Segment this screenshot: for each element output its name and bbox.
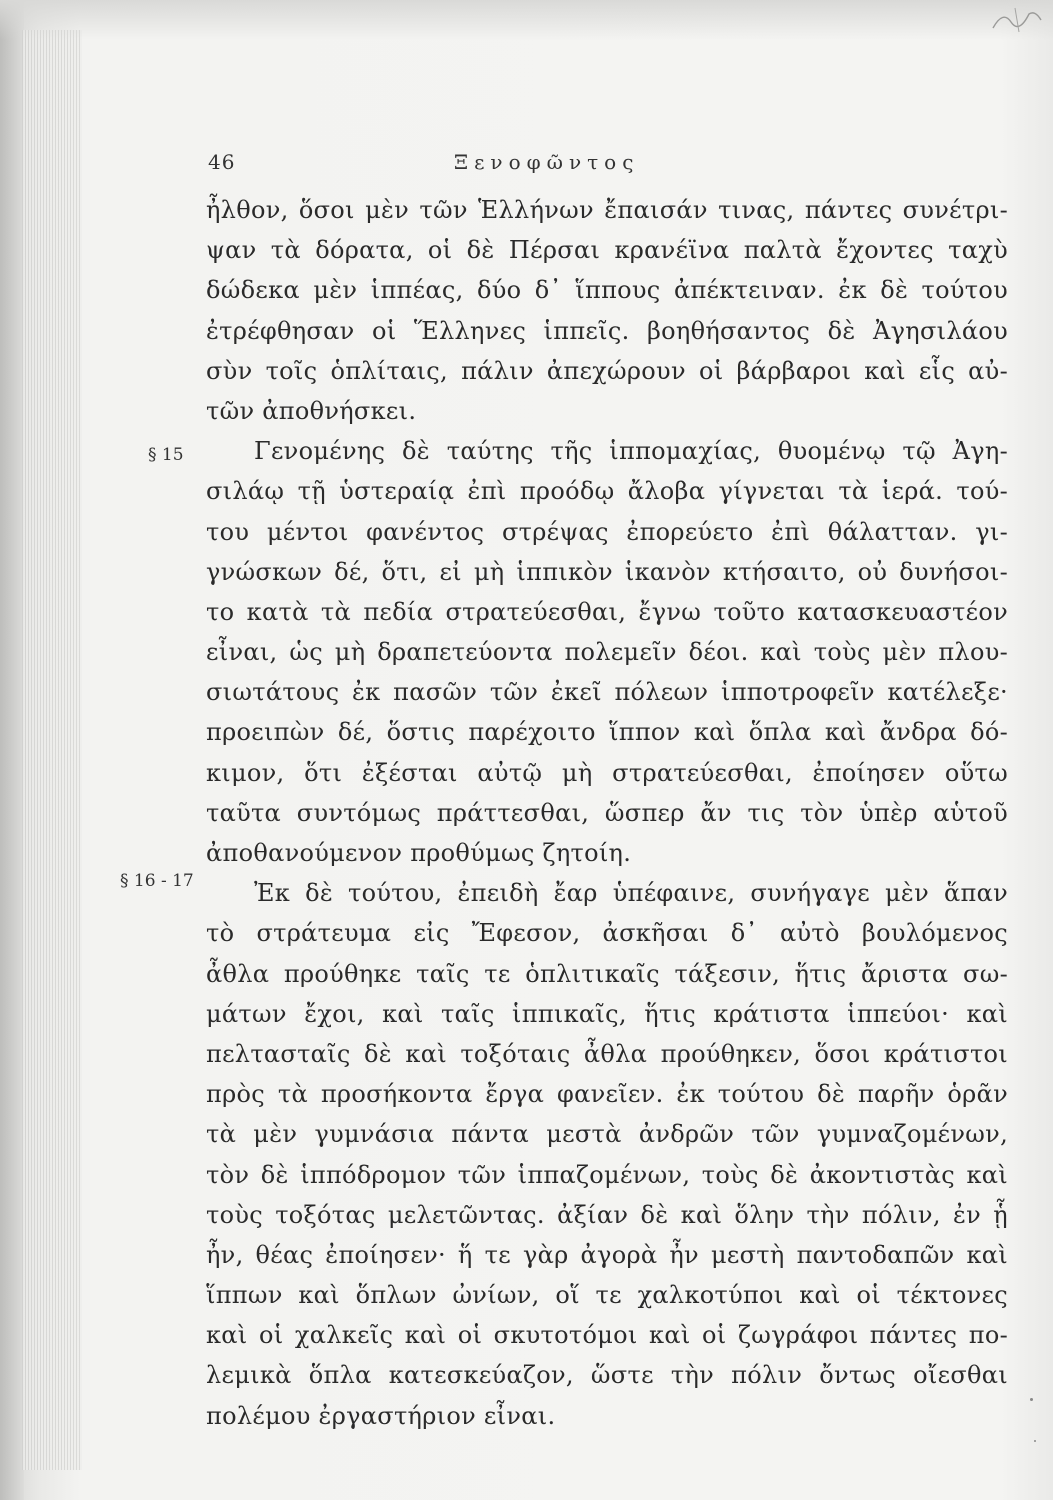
text-line: σιλάῳ τῇ ὑστεραίᾳ ἐπὶ προόδῳ ἄλοβα γίγνεται τὰ ἱερά. τού- (206, 477, 1008, 506)
text-line: Γενομένης δὲ ταύτης τῆς ἱππομαχίας, θυομένῳ τῷ Ἀγη- (254, 437, 1008, 466)
text-line: ἦλθον, ὅσοι μὲν τῶν Ἑλλήνων ἔπαισάν τινας, πάντες συνέτρι- (206, 196, 1008, 224)
book-spine-shadow (0, 0, 24, 1500)
text-line: το κατὰ τὰ πεδία στρατεύεσθαι, ἔγνω τοῦτο κατασκευαστέον (206, 597, 1008, 626)
corner-scribble (985, 6, 1045, 36)
text-line: πελτασταῖς δὲ καὶ τοξόταις ἆθλα προύθηκεν, ὅσοι κράτιστοι (206, 1039, 1008, 1068)
scan-speck (1034, 1440, 1036, 1442)
text-line: πολέμου ἐργαστήριον εἶναι. (206, 1401, 556, 1430)
text-line: τὸν δὲ ἱππόδρομον τῶν ἱππαζομένων, τοὺς δὲ ἀκοντιστὰς καὶ (206, 1160, 1008, 1189)
text-line: πρὸς τὰ προσήκοντα ἔργα φανεῖεν. ἐκ τούτου δὲ παρῆν ὁρᾶν (206, 1080, 1008, 1109)
text-line: ταῦτα συντόμως πράττεσθαι, ὥσπερ ἄν τις τὸν ὑπὲρ αὑτοῦ (206, 798, 1008, 827)
text-line: ψαν τὰ δόρατα, οἱ δὲ Πέρσαι κρανέϊνα παλτὰ ἔχοντες ταχὺ (206, 236, 1008, 265)
text-line: Ἐκ δὲ τούτου, ἐπειδὴ ἔαρ ὑπέφαινε, συνήγαγε μὲν ἅπαν (254, 879, 1008, 908)
text-line: τὰ μὲν γυμνάσια πάντα μεστὰ ἀνδρῶν τῶν γυμναζομένων, (206, 1120, 1008, 1149)
text-line: καὶ οἱ χαλκεῖς καὶ οἱ σκυτοτόμοι καὶ οἱ ζωγράφοι πάντες πο- (206, 1321, 1008, 1350)
text-line: τὸ στράτευμα εἰς Ἔφεσον, ἀσκῆσαι δ᾽ αὐτὸ βουλόμενος (206, 919, 1008, 948)
margin-note-section-15: § 15 (148, 445, 184, 465)
text-line: εἶναι, ὡς μὴ δραπετεύοντα πολεμεῖν δέοι. καὶ τοὺς μὲν πλου- (206, 638, 1008, 667)
text-line: κιμον, ὅτι ἐξέσται αὐτῷ μὴ στρατεύεσθαι, ἐποίησεν οὕτω (206, 758, 1008, 787)
running-head: Ξενοφῶντος (454, 150, 640, 174)
text-line: ἐτρέφθησαν οἱ Ἕλληνες ἱππεῖς. βοηθήσαντος δὲ Ἀγησιλάου (206, 316, 1008, 345)
body-text (206, 190, 1008, 1436)
text-line: λεμικὰ ὅπλα κατεσκεύαζον, ὥστε τὴν πόλιν ὄντως οἴεσθαι (206, 1361, 1008, 1390)
scan-speck (1030, 1398, 1033, 1401)
text-line: τῶν ἀποθνήσκει. (206, 396, 417, 425)
text-line: σιωτάτους ἐκ πασῶν τῶν ἐκεῖ πόλεων ἱπποτροφεῖν κατέλεξε· (206, 678, 1008, 707)
text-line: ἆθλα προύθηκε ταῖς τε ὁπλιτικαῖς τάξεσιν, ἥτις ἄριστα σω- (206, 959, 1008, 988)
page-header (208, 150, 1008, 180)
text-line: τοὺς τοξότας μελετῶντας. ἀξίαν δὲ καὶ ὅλην τὴν πόλιν, ἐν ᾗ (206, 1200, 1008, 1229)
margin-note-section-16-17: § 16 - 17 (120, 871, 194, 891)
text-line: του μέντοι φανέντος στρέψας ἐπορεύετο ἐπὶ θάλατταν. γι- (206, 517, 1008, 546)
top-shadow (0, 0, 1053, 40)
text-line: ἵππων καὶ ὅπλων ὠνίων, οἵ τε χαλκοτύποι καὶ οἱ τέκτονες (206, 1281, 1008, 1310)
text-line: γνώσκων δέ, ὅτι, εἰ μὴ ἱππικὸν ἱκανὸν κτήσαιτο, οὐ δυνήσοι- (206, 557, 1008, 586)
text-line: μάτων ἔχοι, καὶ ταῖς ἱππικαῖς, ἥτις κράτιστα ἱππεύοι· καὶ (206, 999, 1008, 1028)
text-line: δώδεκα μὲν ἱππέας, δύο δ᾽ ἵππους ἀπέκτειναν. ἐκ δὲ τούτου (206, 276, 1008, 305)
text-line: ἦν, θέας ἐποίησεν· ἥ τε γὰρ ἀγορὰ ἦν μεστὴ παντοδαπῶν καὶ (206, 1240, 1008, 1269)
page-number: 46 (208, 150, 236, 174)
text-line: ἀποθανούμενον προθύμως ζητοίη. (206, 839, 632, 867)
text-line: σὺν τοῖς ὁπλίταις, πάλιν ἀπεχώρουν οἱ βάρβαροι καὶ εἷς αὐ- (206, 356, 1008, 385)
page-stack-edges (22, 30, 82, 1470)
text-line: προειπὼν δέ, ὅστις παρέχοιτο ἵππον καὶ ὅπλα καὶ ἄνδρα δό- (206, 718, 1008, 747)
